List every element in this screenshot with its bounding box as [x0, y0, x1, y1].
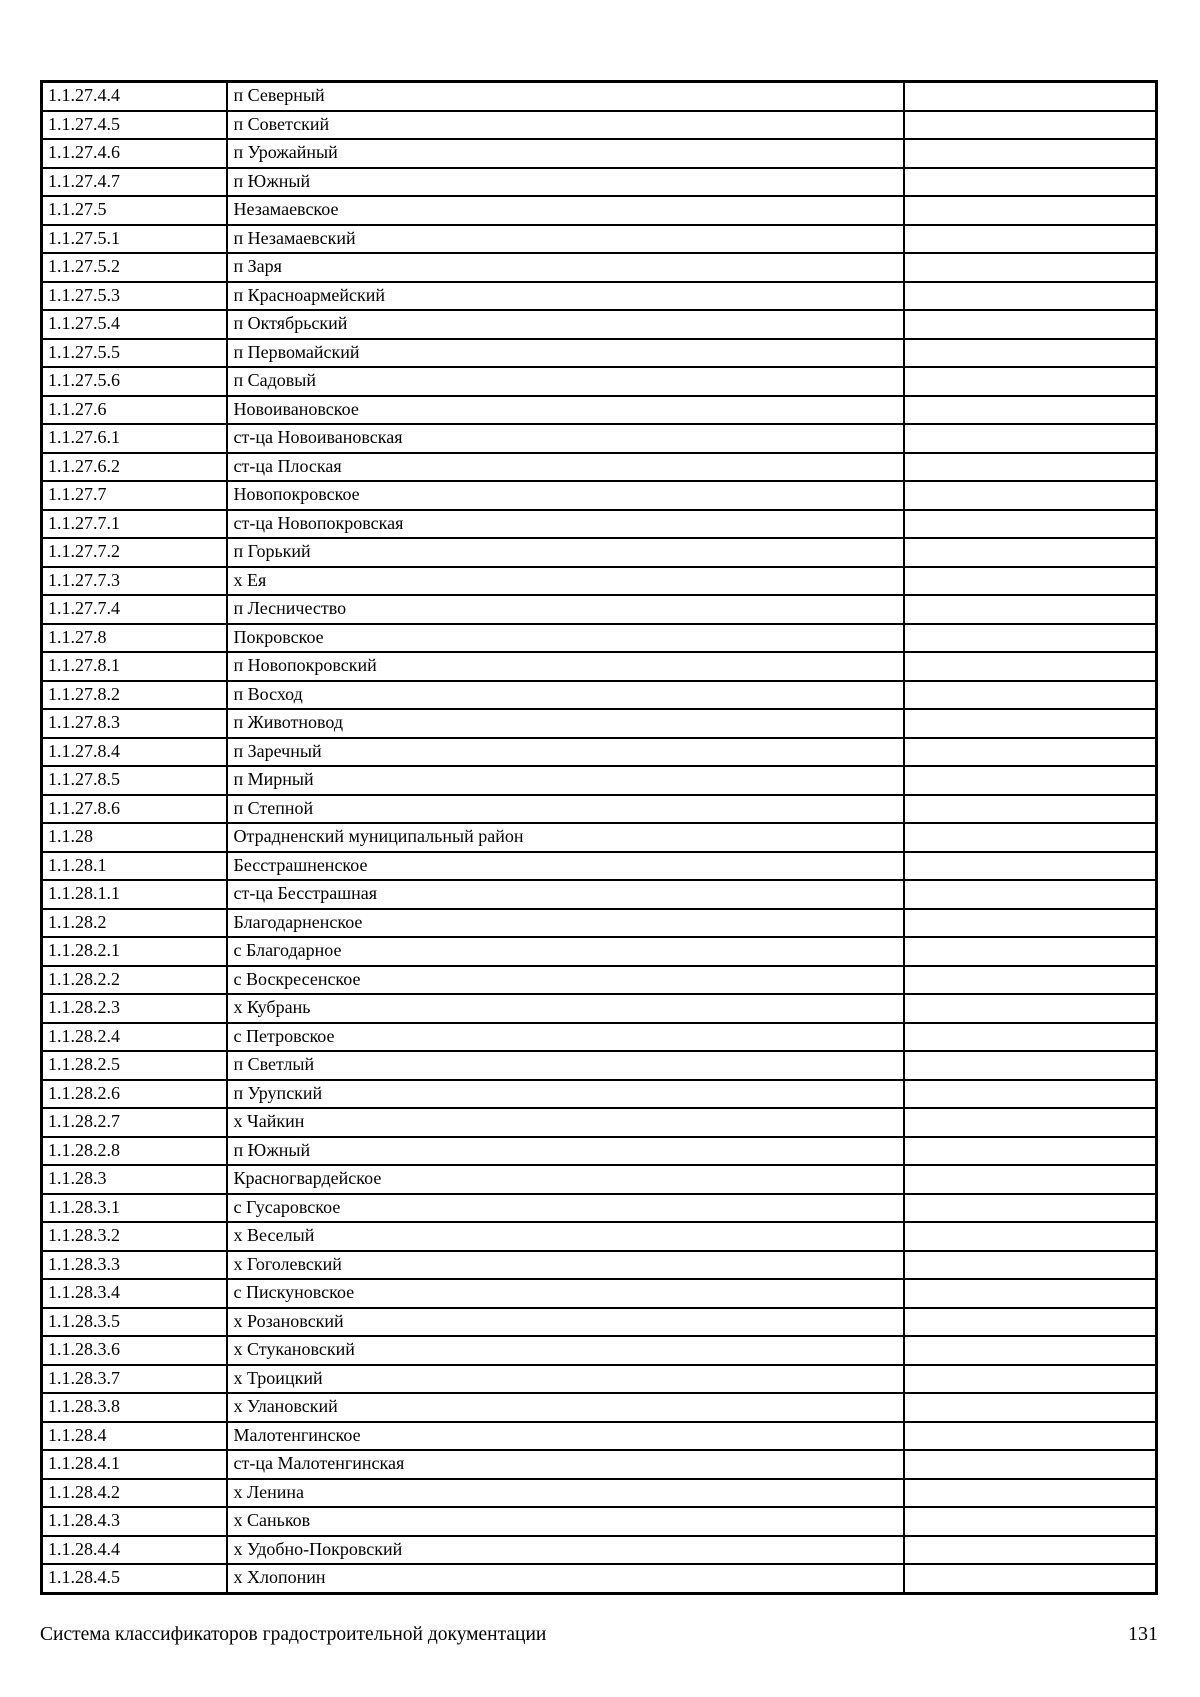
code-cell: 1.1.28.1.1	[42, 880, 227, 909]
name-cell: Покровское	[227, 624, 904, 653]
code-cell: 1.1.27.7	[42, 481, 227, 510]
name-cell: Красногвардейское	[227, 1165, 904, 1194]
name-cell: х Улановский	[227, 1393, 904, 1422]
table-row	[42, 453, 1157, 482]
table-row	[42, 937, 1157, 966]
table-row	[42, 994, 1157, 1023]
code-cell: 1.1.28.4.3	[42, 1507, 227, 1536]
table-row	[42, 1422, 1157, 1451]
name-cell: с Воскресенское	[227, 966, 904, 995]
name-cell: п Животновод	[227, 709, 904, 738]
code-cell: 1.1.28.3	[42, 1165, 227, 1194]
note-cell	[904, 567, 1157, 596]
note-cell	[904, 424, 1157, 453]
code-cell: 1.1.28.3.1	[42, 1194, 227, 1223]
note-cell	[904, 510, 1157, 539]
code-cell: 1.1.27.4.5	[42, 111, 227, 140]
table-row	[42, 1393, 1157, 1422]
code-cell: 1.1.28.2	[42, 909, 227, 938]
table-row	[42, 367, 1157, 396]
code-cell: 1.1.28.4	[42, 1422, 227, 1451]
note-cell	[904, 453, 1157, 482]
code-cell: 1.1.27.8.2	[42, 681, 227, 710]
table-row	[42, 225, 1157, 254]
table-row	[42, 624, 1157, 653]
table-row	[42, 282, 1157, 311]
name-cell: ст-ца Новоивановская	[227, 424, 904, 453]
name-cell: п Светлый	[227, 1051, 904, 1080]
name-cell: х Саньков	[227, 1507, 904, 1536]
name-cell: Новоивановское	[227, 396, 904, 425]
table-row	[42, 1450, 1157, 1479]
table-row	[42, 1080, 1157, 1109]
name-cell: х Ея	[227, 567, 904, 596]
code-cell: 1.1.27.7.2	[42, 538, 227, 567]
code-cell: 1.1.28.2.4	[42, 1023, 227, 1052]
code-cell: 1.1.27.7.4	[42, 595, 227, 624]
table-row	[42, 795, 1157, 824]
code-cell: 1.1.27.6.1	[42, 424, 227, 453]
table-row	[42, 310, 1157, 339]
note-cell	[904, 111, 1157, 140]
note-cell	[904, 795, 1157, 824]
table-row	[42, 852, 1157, 881]
note-cell	[904, 1279, 1157, 1308]
table-row	[42, 567, 1157, 596]
code-cell: 1.1.27.4.6	[42, 139, 227, 168]
name-cell: п Урожайный	[227, 139, 904, 168]
name-cell: х Троицкий	[227, 1365, 904, 1394]
name-cell: п Октябрьский	[227, 310, 904, 339]
code-cell: 1.1.27.4.7	[42, 168, 227, 197]
note-cell	[904, 852, 1157, 881]
table-row	[42, 1165, 1157, 1194]
code-cell: 1.1.27.5	[42, 196, 227, 225]
note-cell	[904, 139, 1157, 168]
code-cell: 1.1.27.5.3	[42, 282, 227, 311]
code-cell: 1.1.27.8.5	[42, 766, 227, 795]
table-row	[42, 538, 1157, 567]
table-row	[42, 1137, 1157, 1166]
code-cell: 1.1.28.4.4	[42, 1536, 227, 1565]
code-cell: 1.1.27.5.5	[42, 339, 227, 368]
code-cell: 1.1.28.2.7	[42, 1108, 227, 1137]
note-cell	[904, 1222, 1157, 1251]
note-cell	[904, 766, 1157, 795]
table-row	[42, 1279, 1157, 1308]
note-cell	[904, 1165, 1157, 1194]
code-cell: 1.1.28.3.2	[42, 1222, 227, 1251]
table-row	[42, 1023, 1157, 1052]
note-cell	[904, 396, 1157, 425]
code-cell: 1.1.27.8.1	[42, 652, 227, 681]
code-cell: 1.1.27.5.2	[42, 253, 227, 282]
name-cell: Благодарненское	[227, 909, 904, 938]
note-cell	[904, 225, 1157, 254]
code-cell: 1.1.28.1	[42, 852, 227, 881]
table-row	[42, 766, 1157, 795]
note-cell	[904, 681, 1157, 710]
name-cell: х Кубрань	[227, 994, 904, 1023]
code-cell: 1.1.27.8	[42, 624, 227, 653]
note-cell	[904, 823, 1157, 852]
table-row	[42, 1051, 1157, 1080]
table-row	[42, 1507, 1157, 1536]
note-cell	[904, 538, 1157, 567]
table-row	[42, 1222, 1157, 1251]
name-cell: п Урупский	[227, 1080, 904, 1109]
table-row	[42, 738, 1157, 767]
table-row	[42, 880, 1157, 909]
code-cell: 1.1.28.3.7	[42, 1365, 227, 1394]
table-row	[42, 481, 1157, 510]
code-cell: 1.1.28.2.3	[42, 994, 227, 1023]
table-row	[42, 396, 1157, 425]
name-cell: п Садовый	[227, 367, 904, 396]
name-cell: х Удобно-Покровский	[227, 1536, 904, 1565]
note-cell	[904, 282, 1157, 311]
code-cell: 1.1.28.2.2	[42, 966, 227, 995]
table-row	[42, 510, 1157, 539]
note-cell	[904, 310, 1157, 339]
code-cell: 1.1.28.2.8	[42, 1137, 227, 1166]
name-cell: х Ленина	[227, 1479, 904, 1508]
name-cell: п Горький	[227, 538, 904, 567]
note-cell	[904, 253, 1157, 282]
classifier-table	[40, 80, 1158, 1595]
note-cell	[904, 994, 1157, 1023]
note-cell	[904, 880, 1157, 909]
name-cell: п Красноармейский	[227, 282, 904, 311]
name-cell: п Советский	[227, 111, 904, 140]
table-row	[42, 709, 1157, 738]
name-cell: ст-ца Бесстрашная	[227, 880, 904, 909]
name-cell: п Новопокровский	[227, 652, 904, 681]
table-row	[42, 1108, 1157, 1137]
note-cell	[904, 1507, 1157, 1536]
name-cell: Отрадненский муниципальный район	[227, 823, 904, 852]
name-cell: ст-ца Малотенгинская	[227, 1450, 904, 1479]
note-cell	[904, 966, 1157, 995]
classifier-table-body	[42, 82, 1157, 1594]
note-cell	[904, 624, 1157, 653]
name-cell: с Пискуновское	[227, 1279, 904, 1308]
table-row	[42, 966, 1157, 995]
table-row	[42, 1308, 1157, 1337]
name-cell: п Незамаевский	[227, 225, 904, 254]
table-row	[42, 1479, 1157, 1508]
note-cell	[904, 1479, 1157, 1508]
code-cell: 1.1.27.5.6	[42, 367, 227, 396]
table-row	[42, 1194, 1157, 1223]
table-row	[42, 909, 1157, 938]
name-cell: с Благодарное	[227, 937, 904, 966]
code-cell: 1.1.27.6.2	[42, 453, 227, 482]
page-number: 131	[1128, 1623, 1158, 1645]
code-cell: 1.1.28.3.4	[42, 1279, 227, 1308]
table-row	[42, 1365, 1157, 1394]
table-row	[42, 595, 1157, 624]
code-cell: 1.1.28.2.1	[42, 937, 227, 966]
code-cell: 1.1.28.3.5	[42, 1308, 227, 1337]
name-cell: с Гусаровское	[227, 1194, 904, 1223]
code-cell: 1.1.27.7.3	[42, 567, 227, 596]
note-cell	[904, 82, 1157, 111]
name-cell: х Розановский	[227, 1308, 904, 1337]
name-cell: п Заря	[227, 253, 904, 282]
note-cell	[904, 1108, 1157, 1137]
note-cell	[904, 1450, 1157, 1479]
note-cell	[904, 1422, 1157, 1451]
name-cell: п Южный	[227, 1137, 904, 1166]
footer-title: Система классификаторов градостроительной документации	[40, 1624, 547, 1645]
note-cell	[904, 595, 1157, 624]
table-row	[42, 111, 1157, 140]
name-cell: х Стукановский	[227, 1336, 904, 1365]
code-cell: 1.1.27.4.4	[42, 82, 227, 111]
name-cell: с Петровское	[227, 1023, 904, 1052]
name-cell: п Южный	[227, 168, 904, 197]
note-cell	[904, 1080, 1157, 1109]
table-row	[42, 1564, 1157, 1593]
note-cell	[904, 1336, 1157, 1365]
name-cell: п Восход	[227, 681, 904, 710]
note-cell	[904, 937, 1157, 966]
name-cell: ст-ца Новопокровская	[227, 510, 904, 539]
code-cell: 1.1.27.8.3	[42, 709, 227, 738]
table-row	[42, 681, 1157, 710]
code-cell: 1.1.28.3.8	[42, 1393, 227, 1422]
code-cell: 1.1.27.6	[42, 396, 227, 425]
name-cell: п Северный	[227, 82, 904, 111]
table-row	[42, 652, 1157, 681]
code-cell: 1.1.28	[42, 823, 227, 852]
note-cell	[904, 709, 1157, 738]
name-cell: х Гоголевский	[227, 1251, 904, 1280]
name-cell: Бесстрашненское	[227, 852, 904, 881]
note-cell	[904, 1393, 1157, 1422]
code-cell: 1.1.28.2.6	[42, 1080, 227, 1109]
table-row	[42, 82, 1157, 111]
table-row	[42, 196, 1157, 225]
note-cell	[904, 1137, 1157, 1166]
name-cell: п Первомайский	[227, 339, 904, 368]
note-cell	[904, 652, 1157, 681]
name-cell: Малотенгинское	[227, 1422, 904, 1451]
name-cell: п Мирный	[227, 766, 904, 795]
note-cell	[904, 1051, 1157, 1080]
table-row	[42, 1251, 1157, 1280]
name-cell: Незамаевское	[227, 196, 904, 225]
note-cell	[904, 1023, 1157, 1052]
name-cell: п Лесничество	[227, 595, 904, 624]
code-cell: 1.1.28.2.5	[42, 1051, 227, 1080]
page-footer	[40, 1623, 1158, 1646]
note-cell	[904, 738, 1157, 767]
name-cell: х Чайкин	[227, 1108, 904, 1137]
table-row	[42, 339, 1157, 368]
code-cell: 1.1.27.5.4	[42, 310, 227, 339]
note-cell	[904, 1308, 1157, 1337]
note-cell	[904, 1536, 1157, 1565]
code-cell: 1.1.27.5.1	[42, 225, 227, 254]
code-cell: 1.1.27.8.4	[42, 738, 227, 767]
table-row	[42, 139, 1157, 168]
code-cell: 1.1.28.3.3	[42, 1251, 227, 1280]
table-row	[42, 1536, 1157, 1565]
name-cell: Новопокровское	[227, 481, 904, 510]
name-cell: п Заречный	[227, 738, 904, 767]
code-cell: 1.1.27.8.6	[42, 795, 227, 824]
table-row	[42, 1336, 1157, 1365]
name-cell: х Веселый	[227, 1222, 904, 1251]
table-row	[42, 168, 1157, 197]
note-cell	[904, 481, 1157, 510]
note-cell	[904, 168, 1157, 197]
code-cell: 1.1.28.4.5	[42, 1564, 227, 1593]
note-cell	[904, 1251, 1157, 1280]
note-cell	[904, 1564, 1157, 1593]
note-cell	[904, 196, 1157, 225]
name-cell: п Степной	[227, 795, 904, 824]
note-cell	[904, 339, 1157, 368]
code-cell: 1.1.28.3.6	[42, 1336, 227, 1365]
note-cell	[904, 1365, 1157, 1394]
note-cell	[904, 909, 1157, 938]
note-cell	[904, 1194, 1157, 1223]
code-cell: 1.1.27.7.1	[42, 510, 227, 539]
name-cell: х Хлопонин	[227, 1564, 904, 1593]
table-row	[42, 424, 1157, 453]
code-cell: 1.1.28.4.2	[42, 1479, 227, 1508]
code-cell: 1.1.28.4.1	[42, 1450, 227, 1479]
table-row	[42, 823, 1157, 852]
note-cell	[904, 367, 1157, 396]
name-cell: ст-ца Плоская	[227, 453, 904, 482]
table-row	[42, 253, 1157, 282]
